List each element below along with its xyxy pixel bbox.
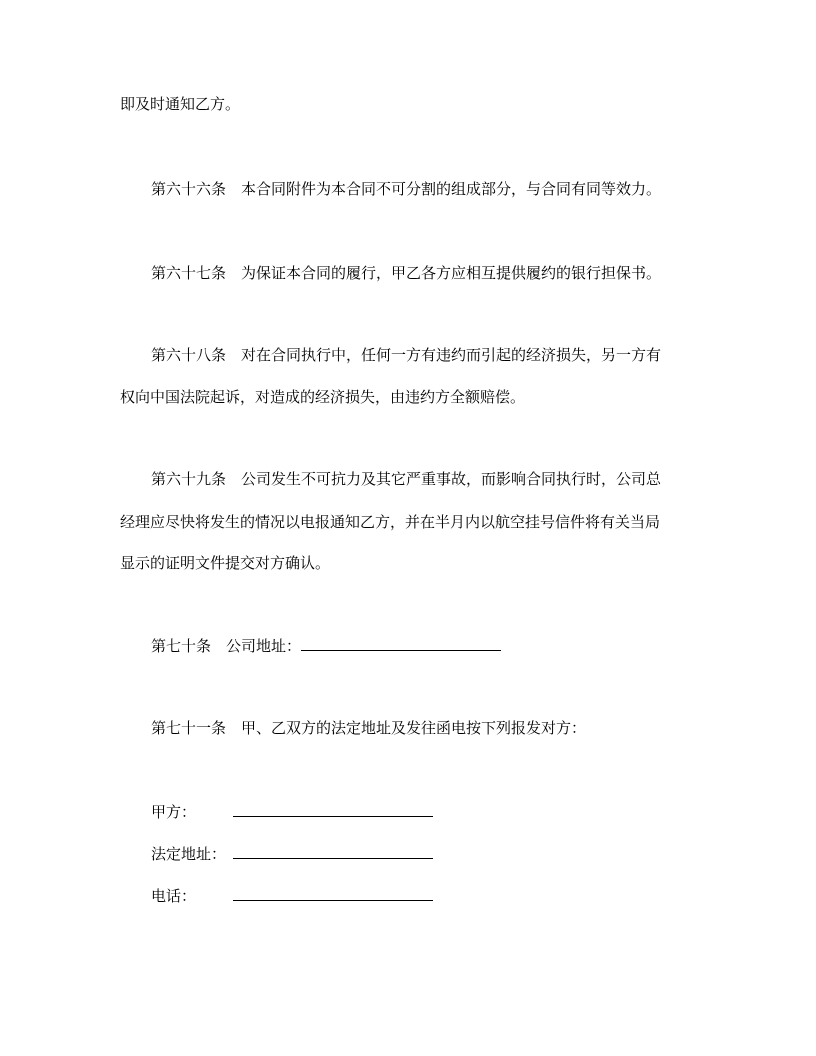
phone-label: 电话： [151,887,197,905]
article-69-line-3: 显示的证明文件提交对方确认。 [120,554,331,572]
article-69-line-2: 经理应尽快将发生的情况以电报通知乙方，并在半月内以航空挂号信件将有关当局 [120,513,661,531]
article-66: 第六十六条 本合同附件为本合同不可分割的组成部分，与合同有同等效力。 [151,180,662,198]
phone-blank[interactable] [233,888,433,901]
party-a-label: 甲方： [151,803,197,821]
article-71: 第七十一条 甲、乙双方的法定地址及发往函电按下列报发对方： [151,719,587,737]
phone-row [151,888,433,904]
article-67: 第六十七条 为保证本合同的履行，甲乙各方应相互提供履约的银行担保书。 [151,264,662,282]
legal-address-row [151,846,433,862]
party-a-blank[interactable] [233,804,433,817]
legal-address-label: 法定地址： [151,845,227,863]
article-70-label: 第七十条 公司地址： [151,637,302,655]
article-68-line-1: 第六十八条 对在合同执行中，任何一方有违约而引起的经济损失，另一方有 [151,346,662,364]
article-70 [151,638,501,654]
party-a-row [151,804,433,820]
continuation-line: 即及时通知乙方。 [120,95,241,113]
article-68-line-2: 权向中国法院起诉，对造成的经济损失，由违约方全额赔偿。 [120,388,526,406]
legal-address-blank[interactable] [233,846,433,859]
company-address-blank[interactable] [301,638,501,651]
article-69-line-1: 第六十九条 公司发生不可抗力及其它严重事故，而影响合同执行时，公司总 [151,470,662,488]
